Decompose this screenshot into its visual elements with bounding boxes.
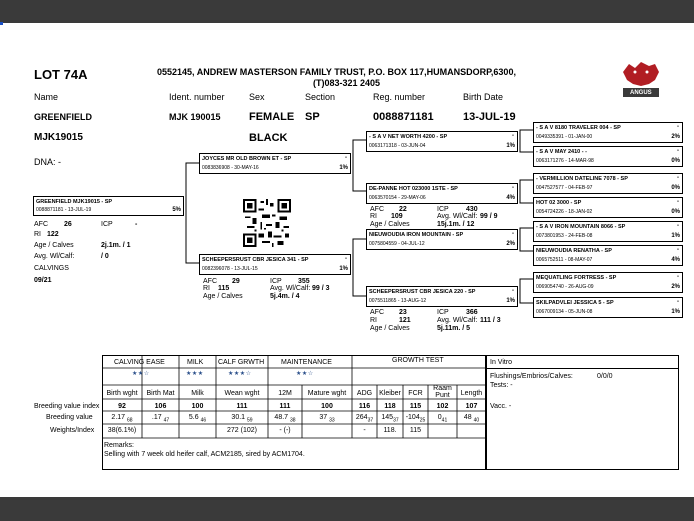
bv-accuracy: 38	[290, 417, 296, 424]
gp-sire-sire-reg: 0063171318 - 03-JUN-04	[369, 143, 426, 149]
bv-cell	[216, 414, 268, 423]
ggp-name: - S A V IRON MOUNTAIN 8066 - SP	[536, 224, 626, 230]
ggp-pct: 1%	[671, 309, 680, 315]
bvi-cell: 102	[436, 403, 449, 410]
gp-dam-dam-mark: -	[512, 288, 514, 294]
bv-cell	[179, 414, 216, 423]
col-kleiber: Kleiber	[379, 390, 401, 397]
sire-reg: 0083836908 - 30-MAY-16	[202, 165, 259, 171]
ggp-pct: 0%	[671, 209, 680, 215]
subject-pct: 5%	[172, 207, 181, 213]
sire-pct: 1%	[339, 165, 348, 171]
animal-reg: 0088871181	[373, 111, 434, 123]
col-length: Length	[460, 390, 483, 397]
bvi-cell: 116	[358, 403, 371, 410]
bv-accuracy: 25	[419, 417, 426, 424]
remarks-label: Remarks:	[104, 442, 134, 449]
ggp-name: MEQUATLING FORTRESS - SP	[536, 275, 617, 281]
gp-dam-dam-icp: 366	[466, 309, 478, 316]
row-label-bv: Breeding value	[46, 414, 93, 421]
col-birth-wght: Birth wght	[106, 390, 138, 397]
dam-reg: 0082396078 - 13-JUL-15	[202, 266, 258, 272]
ggp-mark: -	[677, 274, 679, 280]
row-label-bvi: Breeding value index	[34, 403, 100, 410]
bvi-cell: 100	[321, 403, 333, 410]
ggp-pct: 0%	[671, 158, 680, 164]
ggp-pct: 0%	[671, 185, 680, 191]
group-calving: CALVING EASE	[114, 359, 165, 366]
animal-ident: MJK 190015	[169, 112, 221, 122]
bv-value: -104	[405, 414, 420, 421]
group-calf: CALF GRWTH	[218, 359, 265, 366]
animal-name: GREENFIELD	[34, 112, 93, 122]
col-adg: ADG	[356, 390, 373, 397]
group-maint: MAINTENANCE	[281, 359, 332, 366]
group-milk: MILK	[187, 359, 204, 366]
stars-calf: ★★★☆	[228, 371, 252, 377]
bv-cell	[377, 414, 403, 423]
bv-cell	[268, 414, 302, 423]
subject-age-label: Age / Calves	[34, 242, 74, 249]
vacc-label: Vacc. -	[490, 403, 512, 410]
bv-value: 2.17	[111, 414, 126, 421]
gp-dam-dam-afc-label: AFC	[370, 309, 384, 316]
sire-mark: -	[345, 155, 347, 161]
bv-value: 37	[319, 414, 328, 421]
lot-number: LOT 74A	[34, 67, 88, 82]
bv-value: 5.6	[188, 414, 199, 421]
bv-cell	[142, 414, 179, 423]
stars-milk: ★★★	[186, 371, 204, 377]
bvi-cell: 106	[154, 403, 167, 410]
col-wean-wght: Wean wght	[224, 390, 260, 397]
wi-cell: 272 (102)	[227, 427, 257, 434]
wi-cell: 118.	[383, 427, 397, 434]
tests-label: Tests: -	[490, 382, 513, 389]
gp-sire-dam-age: 15j.1m. / 12	[437, 221, 475, 228]
subject-icp-label: ICP	[101, 221, 113, 228]
bv-value: 30.1	[231, 414, 246, 421]
bv-value: 48.7	[274, 414, 289, 421]
animal-sex: FEMALE	[249, 111, 295, 123]
gp-dam-dam-afc: 23	[399, 309, 407, 316]
col-milk: Milk	[191, 390, 204, 397]
subject-wt-label: Avg. Wl/Calf:	[34, 253, 75, 260]
subject-afc: 26	[64, 221, 72, 228]
stars-maint: ★★☆	[296, 371, 314, 377]
gp-sire-dam-pct: 4%	[506, 195, 515, 201]
subject-icp: -	[135, 221, 138, 228]
gp-sire-dam-afc: 22	[399, 206, 407, 213]
wi-cell: 38(6.1%)	[107, 427, 137, 434]
wi-cell: 115	[409, 427, 422, 434]
bvi-cell: 111	[279, 403, 291, 410]
bv-accuracy: 40	[473, 417, 480, 424]
bvi-cell: 111	[236, 403, 248, 410]
col-fcr: FCR	[408, 390, 423, 397]
subject-age: 2j.1m. / 1	[101, 242, 131, 249]
ggp-pct: 4%	[671, 257, 680, 263]
ggp-reg: 0063171276 - 14-MAR-98	[536, 158, 594, 164]
dam-afc: 29	[232, 278, 240, 285]
ggp-name: - S A V 8180 TRAVELER 004 - SP	[536, 125, 621, 131]
ggp-pct: 1%	[671, 233, 680, 239]
bv-value: 264	[355, 414, 368, 421]
ggp-reg: 0069054740 - 26-AUG-09	[536, 284, 594, 290]
bv-accuracy: 68	[127, 417, 133, 424]
animal-birth: 13-JUL-19	[463, 111, 516, 123]
label-birth: Birth Date	[463, 92, 504, 102]
gp-dam-dam-ri-label: RI	[370, 317, 377, 324]
in-vitro-divider	[486, 368, 679, 369]
col-12m: 12M	[278, 390, 292, 397]
gp-sire-dam-mark: -	[512, 185, 514, 191]
ggp-mark: -	[677, 124, 679, 130]
bv-cell	[302, 414, 352, 423]
subject-calvings-label: CALVINGS	[34, 265, 69, 272]
gp-dam-dam-icp-label: ICP	[437, 309, 449, 316]
bvi-cell: 115	[409, 403, 422, 410]
gp-sire-dam-ri-label: RI	[370, 213, 377, 220]
label-sex: Sex	[249, 92, 265, 102]
ggp-reg: 0073801953 - 24-FEB-08	[536, 233, 593, 239]
dam-wt: 99 / 3	[312, 285, 330, 292]
bv-value: .17	[151, 414, 162, 421]
animal-section: SP	[305, 111, 320, 123]
ggp-name: SKILPADVLEI JESSICA 5 - SP	[536, 300, 614, 306]
subject-ri: 122	[47, 231, 59, 238]
flushings-value: 0/0/0	[597, 373, 613, 380]
gp-sire-dam-reg: 0063570154 - 29-MAY-06	[369, 195, 426, 201]
wi-cell: - (-)	[279, 427, 291, 434]
gp-dam-dam-age: 5j.11m. / 5	[437, 325, 471, 332]
subject-wt: / 0	[101, 253, 109, 260]
dam-icp: 355	[298, 278, 310, 285]
ggp-reg: 0067009134 - 05-JUN-08	[536, 309, 593, 315]
dam-icp-label: ICP	[270, 278, 282, 285]
subject-name: GREENFIELD MJK19015 - SP	[36, 199, 113, 205]
stars-calving: ★★☆	[132, 371, 150, 377]
dam-ri-label: RI	[203, 285, 210, 292]
row-label-wi: Weights/Index	[50, 427, 95, 434]
gp-dam-sire-name: NIEUWOUDIA IRON MOUNTAIN - SP	[369, 232, 464, 238]
bv-value: 145	[381, 414, 394, 421]
ggp-reg: 0049335391 - 01-JAN-00	[536, 134, 593, 140]
dam-name: SCHEEPERSRUST CBR JESICA 341 - SP	[202, 257, 309, 263]
gp-sire-sire-mark: -	[512, 133, 514, 139]
gp-dam-sire-pct: 2%	[506, 241, 515, 247]
ggp-mark: -	[677, 148, 679, 154]
label-name: Name	[34, 92, 59, 102]
gp-dam-dam-reg: 0075511865 - 13-AUG-12	[369, 298, 427, 304]
gp-sire-sire-pct: 1%	[506, 143, 515, 149]
ggp-pct: 2%	[671, 284, 680, 290]
ggp-name: - VERMILLION DATELINE 7078 - SP	[536, 176, 628, 182]
bvi-cell: 118	[384, 403, 396, 410]
dam-age-label: Age / Calves	[203, 293, 243, 300]
col-mature-wght: Mature wght	[307, 390, 347, 397]
gp-dam-sire-mark: -	[512, 231, 514, 237]
subject-ri-label: RI	[34, 231, 41, 238]
gp-sire-dam-wt-label: Avg. Wl/Calf:	[437, 213, 478, 220]
gp-sire-dam-name: DE-PANNE HOT 023000 1STE - SP	[369, 186, 458, 192]
bv-value: 0	[437, 414, 442, 421]
ggp-name: NIEUWOUDIA RENATHA - SP	[536, 248, 612, 254]
dam-pct: 1%	[339, 266, 348, 272]
gp-sire-sire-name: - S A V NET WORTH 4200 - SP	[369, 134, 448, 140]
bv-accuracy: 33	[329, 417, 335, 424]
ggp-mark: -	[677, 299, 679, 305]
bv-cell	[352, 414, 377, 423]
dam-mark: -	[345, 256, 347, 262]
gp-dam-dam-age-label: Age / Calves	[370, 325, 410, 332]
bv-cell	[403, 414, 428, 423]
ggp-mark: -	[677, 247, 679, 253]
gp-sire-dam-ri: 109	[391, 213, 403, 220]
bv-accuracy: 59	[247, 417, 253, 424]
dam-afc-label: AFC	[203, 278, 217, 285]
bv-accuracy: 37	[367, 417, 374, 424]
bv-accuracy: 46	[200, 417, 207, 424]
ggp-reg: 0047527577 - 04-FEB-97	[536, 185, 593, 191]
ggp-mark: -	[677, 223, 679, 229]
bv-accuracy: 41	[441, 417, 448, 424]
owner-phone: (T)083-321 2405	[313, 78, 381, 88]
label-section: Section	[305, 92, 336, 102]
bv-cell	[102, 414, 142, 423]
ggp-pct: 2%	[671, 134, 680, 140]
label-reg: Reg. number	[373, 92, 426, 102]
group-growth: GROWTH TEST	[392, 357, 444, 364]
dam-ri: 115	[218, 285, 230, 292]
dna-label: DNA: -	[34, 157, 61, 167]
gp-sire-dam-afc-label: AFC	[370, 206, 384, 213]
label-ident: Ident. number	[169, 92, 225, 102]
subject-afc-label: AFC	[34, 221, 48, 228]
dam-wt-label: Avg. Wl/Calf:	[270, 285, 311, 292]
gp-dam-dam-wt: 111 / 3	[480, 317, 501, 324]
col-raam-punt: Raam Punt	[433, 385, 452, 399]
ggp-mark: -	[677, 175, 679, 181]
bv-accuracy: 37	[393, 417, 399, 424]
gp-sire-dam-icp: 430	[466, 206, 478, 213]
gp-sire-dam-age-label: Age / Calves	[370, 221, 410, 228]
bvi-cell: 107	[465, 403, 478, 410]
gp-dam-sire-reg: 0075804559 - 04-JUL-12	[369, 241, 425, 247]
logo-text: ANGUS	[630, 90, 652, 96]
ggp-reg: 0065752511 - 08-MAY-07	[536, 257, 593, 263]
bv-value: 48	[463, 414, 472, 421]
ggp-name: HOT 02 3000 - SP	[536, 200, 582, 206]
subject-calvings: 09/21	[34, 277, 52, 284]
in-vitro-title: In Vitro	[490, 359, 513, 366]
dam-age: 5j.4m. / 4	[270, 293, 300, 300]
gp-dam-dam-wt-label: Avg. Wl/Calf:	[437, 317, 478, 324]
sire-name: JOYCES MR OLD BROWN ET - SP	[202, 156, 292, 162]
subject-reg: 0088871181 - 13-JUL-19	[36, 207, 92, 213]
col-birth-mat: Birth Mat	[146, 390, 175, 397]
ggp-name: - S A V MAY 2410 - -	[536, 149, 587, 155]
owner-address: 0552145, ANDREW MASTERSON FAMILY TRUST, P.O. BOX 117,HUMANSDORP,6300,	[157, 67, 516, 77]
flushings-label: Flushings/Embrios/Calves:	[490, 373, 573, 380]
gp-dam-dam-name: SCHEEPERSRUST CBR JESICA 220 - SP	[369, 289, 476, 295]
gp-dam-dam-pct: 1%	[506, 298, 515, 304]
ggp-reg: 0054724226 - 18-JAN-02	[536, 209, 593, 215]
ggp-mark: -	[677, 199, 679, 205]
gp-dam-dam-ri: 121	[399, 317, 411, 324]
animal-code: MJK19015	[34, 132, 83, 143]
bv-cell	[428, 414, 457, 423]
animal-colour: BLACK	[249, 132, 288, 144]
wi-cell: -	[363, 427, 366, 434]
bv-accuracy: 47	[163, 417, 170, 424]
bvi-cell: 92	[118, 403, 126, 410]
remarks-text: Selling with 7 week old heifer calf, ACM2185, sired by ACM1704.	[104, 451, 305, 458]
bv-cell	[457, 414, 486, 423]
bvi-cell: 100	[191, 403, 204, 410]
gp-sire-dam-icp-label: ICP	[437, 206, 449, 213]
gp-sire-dam-wt: 99 / 9	[480, 213, 498, 220]
